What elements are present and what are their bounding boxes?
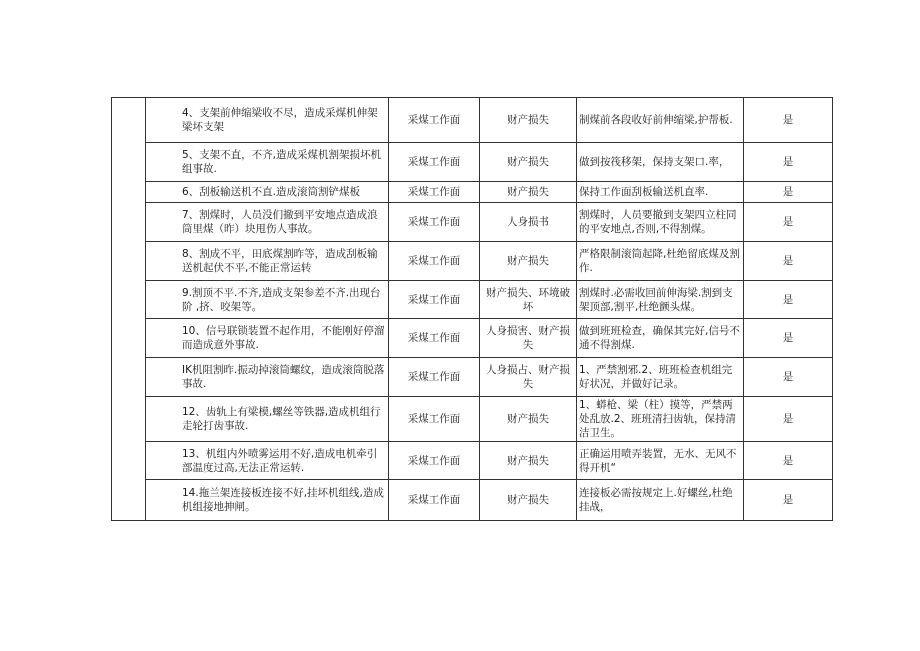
consequence-cell xyxy=(480,203,577,242)
applicable-cell-text: 是 xyxy=(782,454,794,467)
measure-cell-text: 连接板必需按规定上.好螺丝,杜绝挂战， xyxy=(579,487,733,513)
measure-cell-text: 正确运用喷弄装置，无水、无风不得开机“ xyxy=(579,447,737,474)
location-cell xyxy=(389,143,480,182)
location-cell xyxy=(389,98,480,143)
hazard-cell xyxy=(146,182,389,203)
hazard-cell xyxy=(146,319,389,358)
applicable-cell xyxy=(744,319,833,358)
consequence-cell-text: 人身损书 xyxy=(507,216,549,228)
consequence-cell xyxy=(480,98,577,143)
applicable-cell-text: 是 xyxy=(782,156,794,168)
applicable-cell-text: 是 xyxy=(782,494,794,506)
measure-cell xyxy=(577,98,744,143)
consequence-cell-text: 财产损失 xyxy=(507,156,549,168)
consequence-cell xyxy=(480,397,577,442)
measure-cell xyxy=(577,319,744,358)
hazard-cell xyxy=(146,98,389,143)
consequence-cell-text: 财产损失 xyxy=(507,494,549,506)
measure-cell xyxy=(577,480,744,521)
measure-cell-text: 保持工作面刮板输送机直率. xyxy=(579,186,709,198)
hazard-cell-text: 8、割成不平，田底煤割昨等，造成刮板输送机起伏不平,不能正常运转 xyxy=(182,248,378,274)
location-cell-text: 采煤工作面 xyxy=(407,156,461,168)
consequence-cell-text: 人身损占、财产损失 xyxy=(486,364,570,390)
location-cell xyxy=(389,182,480,203)
consequence-cell xyxy=(480,358,577,397)
location-cell-text: 采煤工作面 xyxy=(407,114,461,126)
applicable-cell xyxy=(744,358,833,397)
hazard-cell-text: 4、支架前伸缩梁收不尽，造成采煤机伸架梁坏支架 xyxy=(182,107,378,133)
applicable-cell xyxy=(744,442,833,480)
consequence-cell xyxy=(480,242,577,281)
measure-cell xyxy=(577,442,744,480)
applicable-cell xyxy=(744,480,833,521)
location-cell-text: 采煤工作面 xyxy=(407,332,461,344)
hazard-cell xyxy=(146,480,389,521)
measure-cell xyxy=(577,397,744,442)
measure-cell-text: 制煤前各段收好前伸缩梁,护帮板. xyxy=(579,114,733,126)
hazard-cell xyxy=(146,358,389,397)
consequence-cell xyxy=(480,480,577,521)
measure-cell-text: 割煤时，人员要撤到支架四立柱同的平安地点,否则,不得割煤。 xyxy=(579,209,737,235)
table-row xyxy=(112,203,833,242)
applicable-cell xyxy=(744,143,833,182)
hazard-cell-text: IK机阻割昨.振动掉滚筒螺纹，造成滚筒脱落事故. xyxy=(182,364,385,390)
measure-cell-text: 做到按筏移架，保持支架口.率， xyxy=(579,156,730,168)
consequence-cell-text: 财产损失 xyxy=(507,114,549,126)
hazard-table-body xyxy=(112,98,833,521)
consequence-cell-text: 财产损失 xyxy=(507,413,549,425)
applicable-cell-text: 是 xyxy=(782,371,794,383)
location-cell xyxy=(389,319,480,358)
applicable-cell-text: 是 xyxy=(782,293,794,306)
consequence-cell xyxy=(480,281,577,319)
table-row xyxy=(112,397,833,442)
hazard-cell-text: 6、刮板输送机不直.造成滚筒割铲煤板 xyxy=(182,186,361,198)
location-cell-text: 采煤工作面 xyxy=(407,255,461,267)
measure-cell-text: 1、蟒枪、梁（柱）摸等，严禁两处乱放.2、班班清扫齿轨，保持清洁卫生。 xyxy=(579,399,737,439)
location-cell-text: 采煤工作面 xyxy=(407,186,461,198)
applicable-cell xyxy=(744,281,833,319)
applicable-cell xyxy=(744,98,833,143)
consequence-cell-text: 人身损害、财产损失 xyxy=(486,325,570,351)
table-row xyxy=(112,182,833,203)
table-row xyxy=(112,358,833,397)
hazard-cell xyxy=(146,143,389,182)
location-cell xyxy=(389,358,480,397)
table-row xyxy=(112,98,833,143)
table-row xyxy=(112,442,833,480)
table-row xyxy=(112,242,833,281)
measure-cell-text: 割煤时.必需收回前伸海梁.割到支架顶部,割平,杜绝颤头煤。 xyxy=(579,286,733,313)
location-cell xyxy=(389,397,480,442)
hazard-table xyxy=(111,97,833,521)
consequence-cell xyxy=(480,182,577,203)
table-row xyxy=(112,281,833,319)
hazard-cell-text: 5、支架不直，不齐,造成采煤机割架损坏机组事故. xyxy=(182,149,382,175)
hazard-cell xyxy=(146,281,389,319)
consequence-cell-text: 财产损失 xyxy=(507,454,549,467)
measure-cell xyxy=(577,242,744,281)
applicable-cell-text: 是 xyxy=(782,216,794,228)
hazard-cell-text: 14.拖兰架连接板连接不好,挂坏机组线,造成机组接地抻闸。 xyxy=(182,487,384,513)
hazard-cell-text: 7、割煤时，人员没们撤到平安地点造成浪筒里煤（昨）块甩伤人事故。 xyxy=(182,209,378,235)
category-cell xyxy=(112,98,146,521)
measure-cell-text: 做到班班检查，确保其完好,信号不通不得割煤. xyxy=(579,325,740,351)
location-cell xyxy=(389,442,480,480)
hazard-cell xyxy=(146,442,389,480)
consequence-cell-text: 财产损失、环境破坏 xyxy=(486,286,570,313)
measure-cell-text: 1、严禁割邪.2、班班检查机组完好状况，并做好记录。 xyxy=(579,364,733,390)
location-cell-text: 采煤工作面 xyxy=(407,494,461,506)
location-cell-text: 采煤工作面 xyxy=(407,454,461,467)
applicable-cell-text: 是 xyxy=(782,114,794,126)
table-row xyxy=(112,319,833,358)
applicable-cell xyxy=(744,397,833,442)
applicable-cell-text: 是 xyxy=(782,186,794,198)
applicable-cell xyxy=(744,182,833,203)
applicable-cell xyxy=(744,203,833,242)
applicable-cell xyxy=(744,242,833,281)
measure-cell xyxy=(577,358,744,397)
applicable-cell-text: 是 xyxy=(782,413,794,425)
measure-cell xyxy=(577,143,744,182)
applicable-cell-text: 是 xyxy=(782,332,794,344)
consequence-cell xyxy=(480,442,577,480)
hazard-cell-text: 13、机组内外喷雾运用不好,造成电机牵引部温度过高,无法正常运转. xyxy=(182,447,378,474)
measure-cell xyxy=(577,281,744,319)
measure-cell xyxy=(577,203,744,242)
hazard-cell-text: 10、信号联锁装置不起作用，不能刚好停溜而造成意外事故. xyxy=(182,325,385,351)
location-cell-text: 采煤工作面 xyxy=(407,293,461,306)
location-cell-text: 采煤工作面 xyxy=(407,413,461,425)
hazard-cell xyxy=(146,203,389,242)
consequence-cell-text: 财产损失 xyxy=(507,255,549,267)
measure-cell-text: 严格限制滚筒起降,杜绝留底煤及割作. xyxy=(579,248,740,274)
location-cell xyxy=(389,281,480,319)
location-cell-text: 采煤工作面 xyxy=(407,216,461,228)
applicable-cell-text: 是 xyxy=(782,255,794,267)
hazard-cell xyxy=(146,397,389,442)
consequence-cell-text: 财产损失 xyxy=(507,186,549,198)
consequence-cell xyxy=(480,319,577,358)
hazard-cell-text: 12、齿轨上有梁模,螺丝等铁器,造成机组行走轮打齿事故. xyxy=(182,406,381,432)
hazard-cell-text: 9.割顶不平.不齐,造成支架参差不齐.出现台阶 ,挤、咬架等。 xyxy=(182,286,381,313)
table-row xyxy=(112,143,833,182)
measure-cell xyxy=(577,182,744,203)
location-cell xyxy=(389,203,480,242)
location-cell xyxy=(389,480,480,521)
consequence-cell xyxy=(480,143,577,182)
location-cell xyxy=(389,242,480,281)
table-row xyxy=(112,480,833,521)
hazard-cell xyxy=(146,242,389,281)
location-cell-text: 采煤工作面 xyxy=(407,371,461,383)
